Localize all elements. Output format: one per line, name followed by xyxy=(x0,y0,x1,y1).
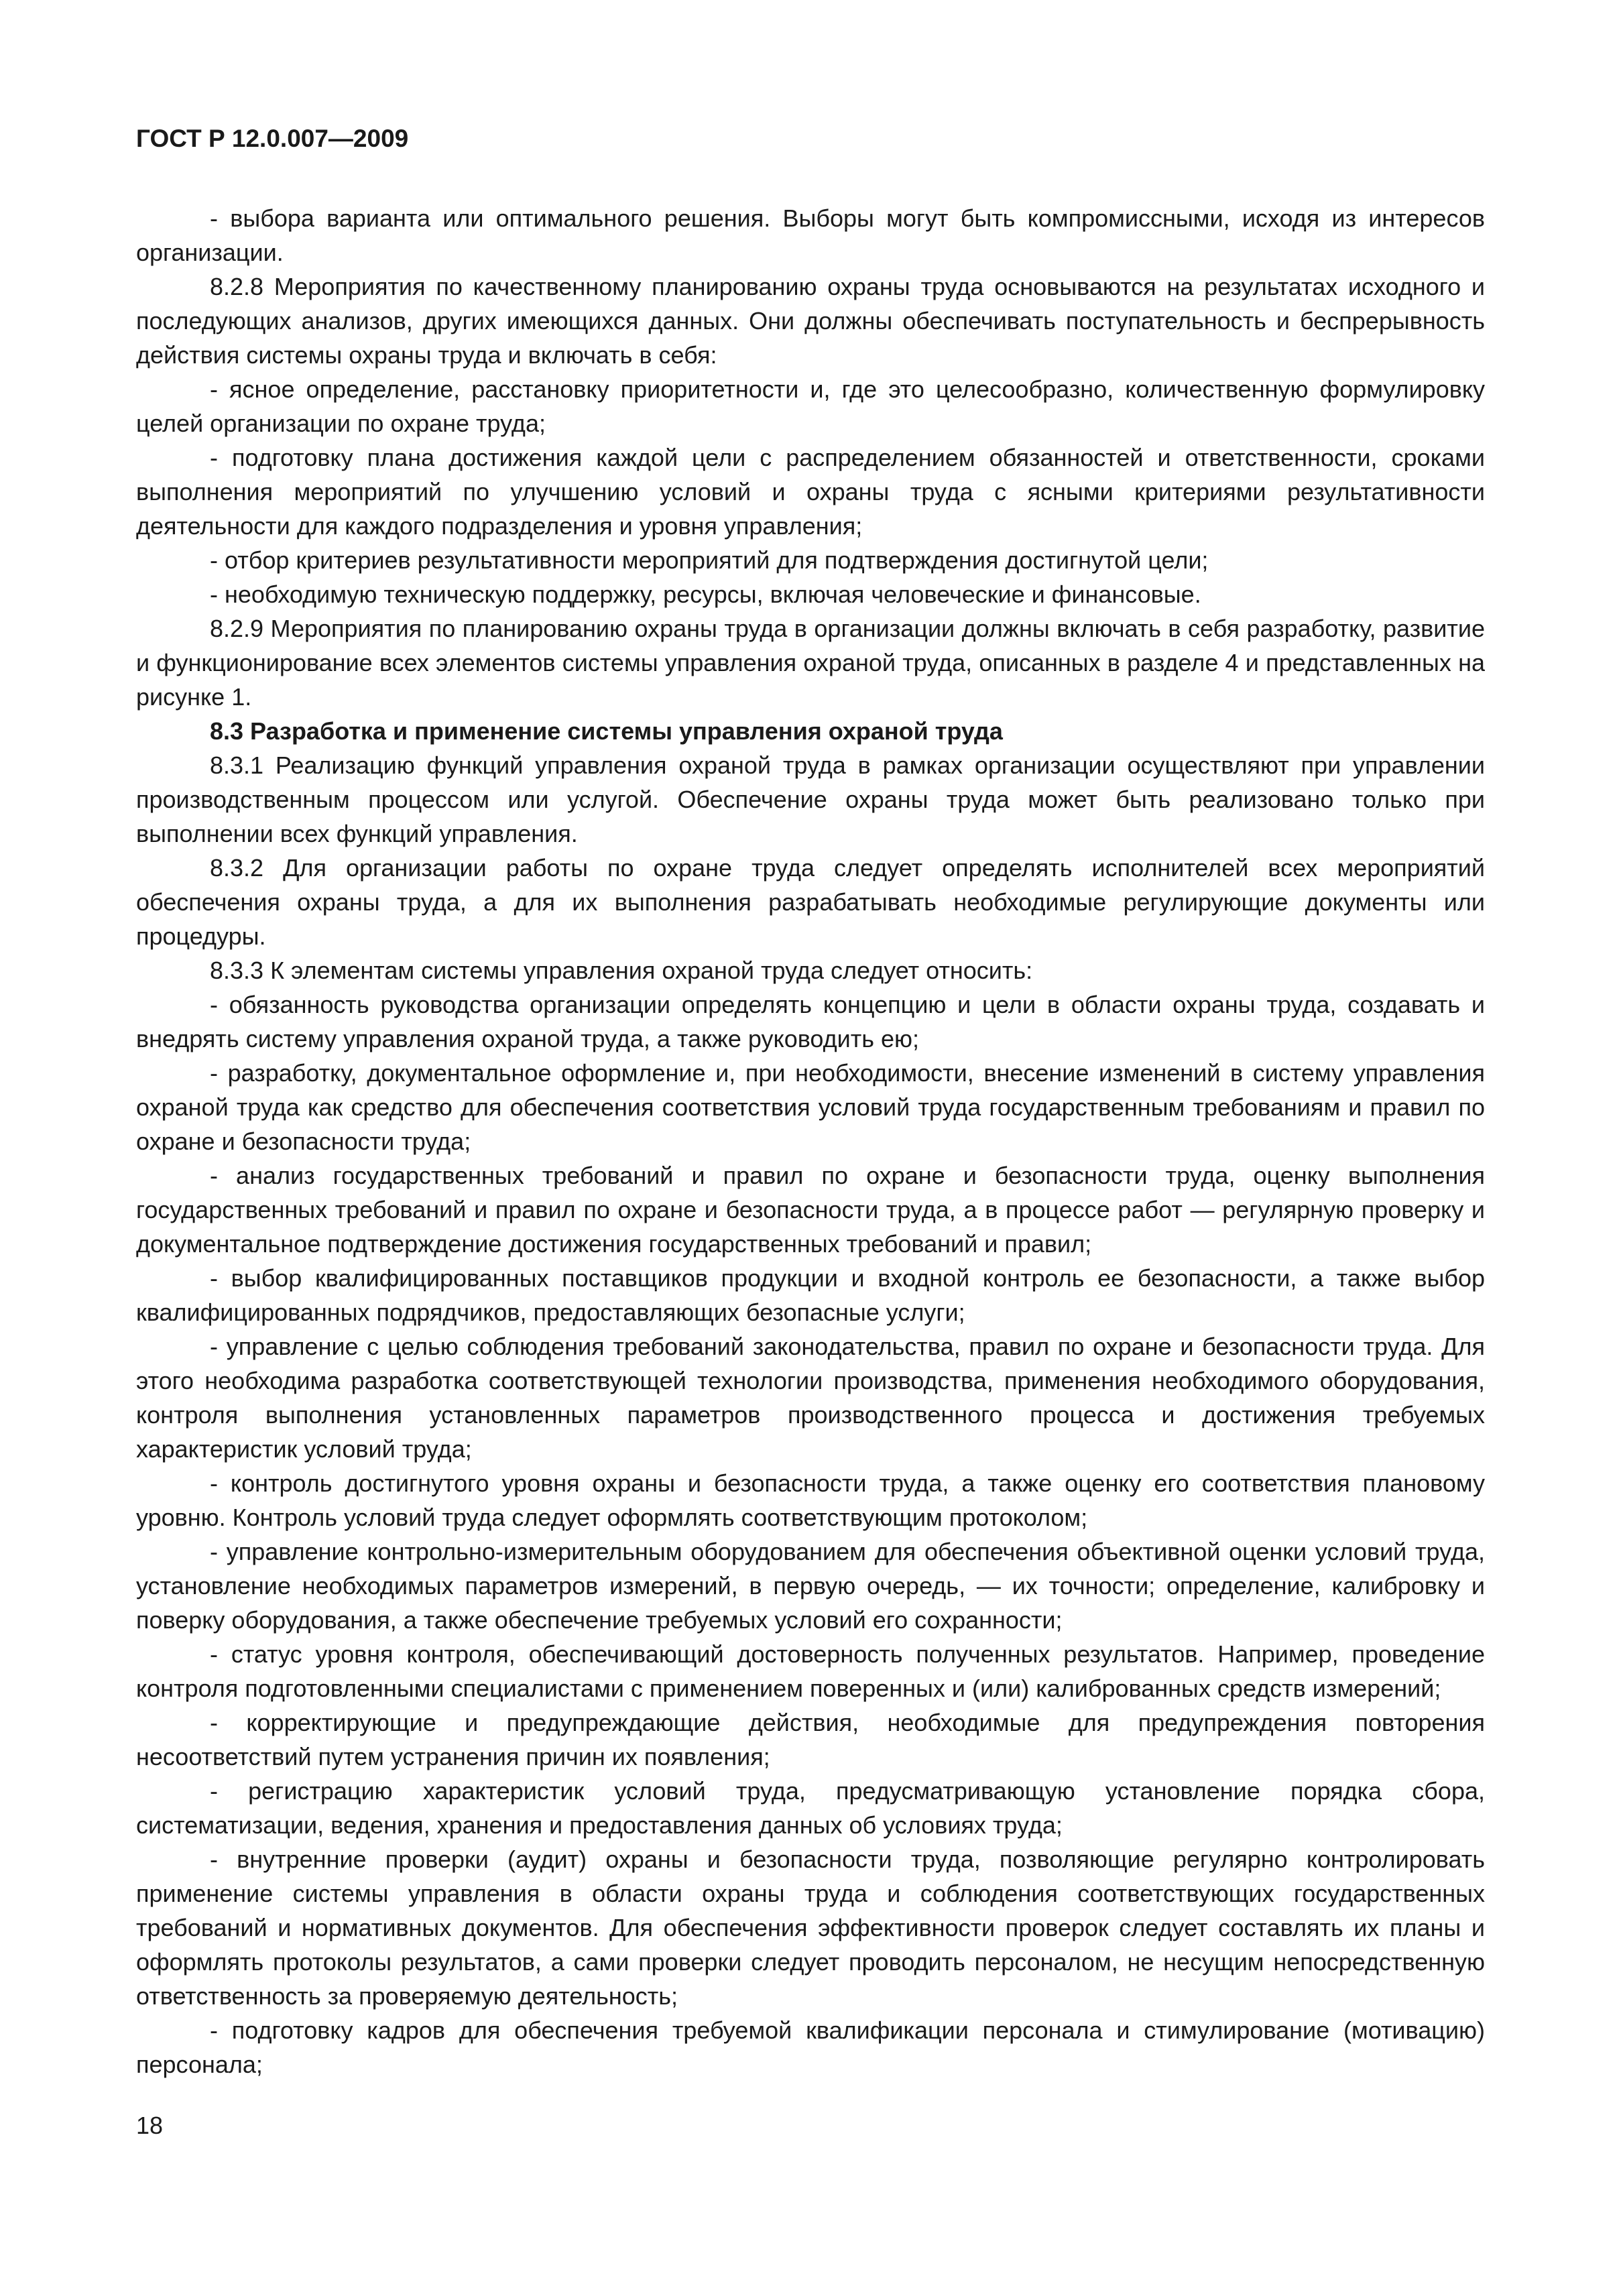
paragraph: - выбора варианта или оптимального решения. Выборы могут быть компромиссными, исходя из интересов организации. xyxy=(136,204,1485,266)
page-number: 18 xyxy=(136,2112,164,2139)
document-body xyxy=(136,201,1485,2081)
list-item: - выбор квалифицированных поставщиков продукции и входной контроль ее безопасности, а также выбор квалифицированных подрядчиков, предоставляющих безопасные услуги; xyxy=(136,1264,1485,1326)
list-item: - необходимую техническую поддержку, ресурсы, включая человеческие и финансовые. xyxy=(210,581,1201,608)
list-item: - внутренние проверки (аудит) охраны и безопасности труда, позволяющие регулярно контролировать применение системы управления в области охраны труда и соблюдения соответствующих государственных требований и нормативных документов. Для обеспечения эффективности проверок следует составлять их планы и оформлять протоколы результатов, а сами проверки следует проводить персоналом, не несущим непосредственную ответственность за проверяемую деятельность; xyxy=(136,1846,1485,2010)
list-item: - управление контрольно-измерительным оборудованием для обеспечения объективной оценки условий труда, установление необходимых параметров измерений, в первую очередь, — их точности; определение, калибровку и поверку оборудования, а также обеспечение требуемых условий его сохранности; xyxy=(136,1538,1485,1634)
list-item: - анализ государственных требований и правил по охране и безопасности труда, оценку выполнения государственных требований и правил по охране и безопасности труда, а в процессе работ — регулярную проверку и документальное подтверждение достижения государственных требований и правил; xyxy=(136,1162,1485,1258)
document-header: ГОСТ Р 12.0.007—2009 xyxy=(136,125,409,152)
section-heading: 8.3 Разработка и применение системы управления охраной труда xyxy=(210,717,1003,745)
list-item: - корректирующие и предупреждающие действия, необходимые для предупреждения повторения несоответствий путем устранения причин их появления; xyxy=(136,1709,1485,1770)
list-item: - статус уровня контроля, обеспечивающий достоверность полученных результатов. Например, проведение контроля подготовленными специалистами с применением поверенных и (или) калиброванных средств измерений; xyxy=(136,1640,1485,1702)
paragraph: 8.2.8 Мероприятия по качественному планированию охраны труда основываются на результатах исходного и последующих анализов, других имеющихся данных. Они должны обеспечивать поступательность и беспрерывность действия системы охраны труда и включать в себя: xyxy=(136,273,1485,369)
list-item: - контроль достигнутого уровня охраны и безопасности труда, а также оценку его соответствия плановому уровню. Контроль условий труда следует оформлять соответствующим протоколом; xyxy=(136,1469,1485,1531)
list-item: - разработку, документальное оформление и, при необходимости, внесение изменений в систему управления охраной труда как средство для обеспечения соответствия условий труда государственным требованиям и правил по охране и безопасности труда; xyxy=(136,1059,1485,1155)
list-item: - подготовку кадров для обеспечения требуемой квалификации персонала и стимулирование (мотивацию) персонала; xyxy=(136,2016,1485,2078)
list-item: - обязанность руководства организации определять концепцию и цели в области охраны труда, создавать и внедрять систему управления охраной труда, а также руководить ею; xyxy=(136,991,1485,1052)
paragraph: 8.3.2 Для организации работы по охране труда следует определять исполнителей всех мероприятий обеспечения охраны труда, а для их выполнения разрабатывать необходимые регулирующие документы или процедуры. xyxy=(136,854,1485,950)
paragraph: 8.3.1 Реализацию функций управления охраной труда в рамках организации осуществляют при управлении производственным процессом или услугой. Обеспечение охраны труда может быть реализовано только при выполнении всех функций управления. xyxy=(136,751,1485,847)
list-item: - управление с целью соблюдения требований законодательства, правил по охране и безопасности труда. Для этого необходима разработка соответствующей технологии производства, применения необходимого оборудования, контроля выполнения установленных параметров производственного процесса и достижения требуемых характеристик условий труда; xyxy=(136,1333,1485,1463)
list-item: - регистрацию характеристик условий труда, предусматривающую установление порядка сбора, систематизации, ведения, хранения и предоставления данных об условиях труда; xyxy=(136,1777,1485,1839)
list-item: - ясное определение, расстановку приоритетности и, где это целесообразно, количественную формулировку целей организации по охране труда; xyxy=(136,375,1485,437)
list-item: - отбор критериев результативности мероприятий для подтверждения достигнутой цели; xyxy=(210,546,1209,574)
paragraph: 8.2.9 Мероприятия по планированию охраны труда в организации должны включать в себя разработку, развитие и функционирование всех элементов системы управления охраной труда, описанных в разделе 4 и представленных на рисунке 1. xyxy=(136,615,1485,711)
list-item: - подготовку плана достижения каждой цели с распределением обязанностей и ответственности, сроками выполнения мероприятий по улучшению условий и охраны труда с ясными критериями результативности деятельности для каждого подразделения и уровня управления; xyxy=(136,444,1485,540)
paragraph: 8.3.3 К элементам системы управления охраной труда следует относить: xyxy=(210,957,1033,984)
